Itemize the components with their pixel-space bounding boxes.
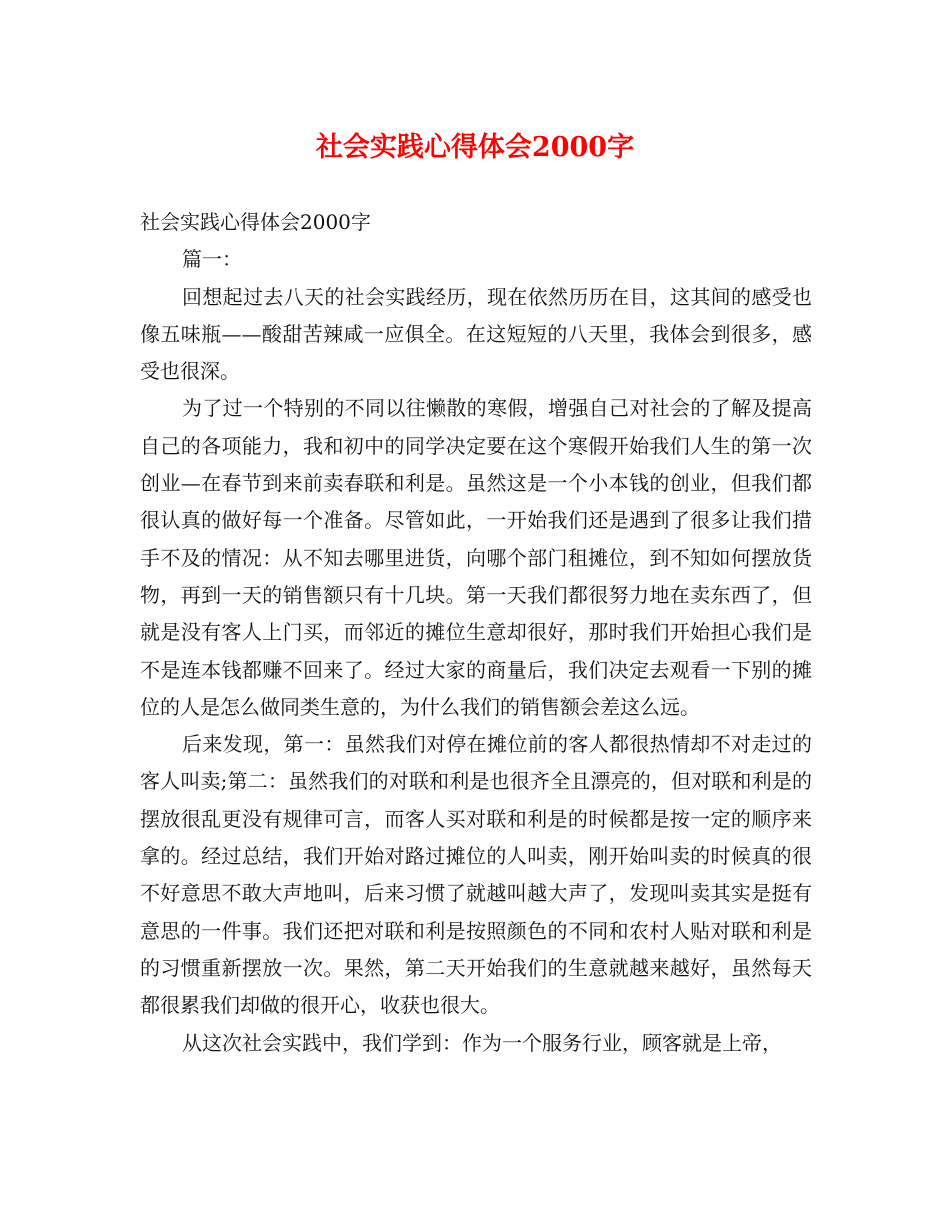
paragraph-1: 回想起过去八天的社会实践经历，现在依然历历在目，这其间的感受也像五味瓶——酸甜苦辣咸一应俱全。在这短短的八天里，我体会到很多，感受也很深。 (140, 284, 812, 384)
section-label: 篇一： (182, 247, 242, 272)
paragraph-2: 为了过一个特别的不同以往懒散的寒假，增强自己对社会的了解及提高自己的各项能力，我和初中的同学决定要在这个寒假开始我们人生的第一次创业—在春节到来前卖春联和利是。虽然这是一个小本钱的创业，但我们都很认真的做好每一个准备。尽管如此，一开始我们还是遇到了很多让我们措手不及的情况：从不知去哪里进货，向哪个部门租摊位，到不知如何摆放货物，再到一天的销售额只有十几块。第一天我们都很努力地在卖东西了，但就是没有客人上门买，而邻近的摊位生意却很好，那时我们开始担心我们是不是连本钱都赚不回来了。经过大家的商量后，我们决定去观看一下别的摊位的人是怎么做同类生意的，为什么我们的销售额会差这么远。 (140, 396, 812, 719)
paragraph-3: 后来发现，第一：虽然我们对停在摊位前的客人都很热情却不对走过的客人叫卖;第二：虽然我们的对联和利是也很齐全且漂亮的，但对联和利是的摆放很乱更没有规律可言，而客人买对联和利是的时候都是按一定的顺序来拿的。经过总结，我们开始对路过摊位的人叫卖，刚开始叫卖的时候真的很不好意思不敢大声地叫，后来习惯了就越叫越大声了，发现叫卖其实是挺有意思的一件事。我们还把对联和利是按照颜色的不同和农村人贴对联和利是的习惯重新摆放一次。果然，第二天开始我们的生意就越来越好，虽然每天都很累我们却做的很开心，收获也很大。 (140, 732, 812, 1018)
document-subtitle: 社会实践心得体会2000字 (140, 210, 371, 234)
document-body (140, 204, 812, 1062)
paragraph-4: 从这次社会实践中，我们学到：作为一个服务行业，顾客就是上帝， (182, 1030, 782, 1055)
document-title: 社会实践心得体会2000字 (315, 132, 635, 163)
